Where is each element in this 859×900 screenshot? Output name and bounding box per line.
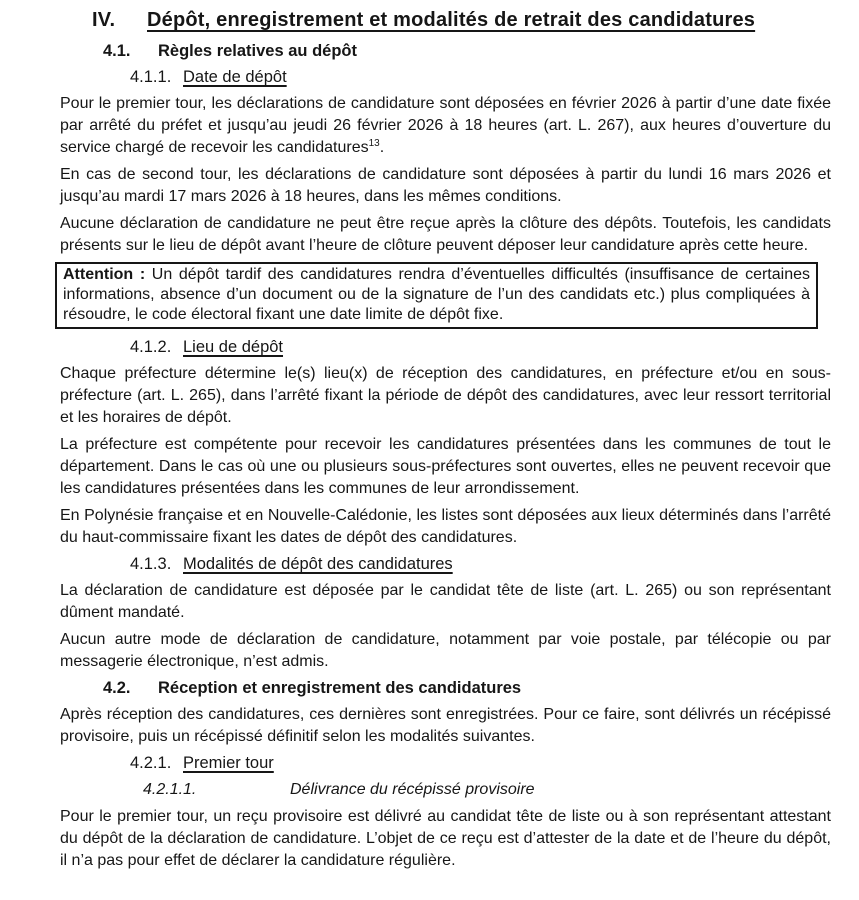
paragraph-aucun-autre-mode: Aucun autre mode de déclaration de candidature, notamment par voie postale, par télécopie ou par messagerie électronique, n’est admis. [60, 631, 831, 670]
section-heading-4-1-1 [130, 67, 831, 88]
attention-label: Attention : [63, 266, 146, 283]
section-heading-4-2 [103, 678, 831, 699]
heading-number: 4.2. [103, 679, 131, 697]
section-heading-4-2-1-1 [143, 779, 831, 800]
paragraph-recu-provisoire: Pour le premier tour, un reçu provisoire est délivré au candidat tête de liste ou à son représentant attestant du dépôt de la déclaration de candidature. L’objet de ce reçu est d’attester de la date et de l’heure du dépôt, il n’a pas pour effet de déclarer la candidature régulière. [60, 808, 831, 869]
heading-number: 4.1. [103, 42, 131, 60]
paragraph-lieu-reception: Chaque préfecture détermine le(s) lieu(x) de réception des candidatures, en préfecture et/ou en sous-préfecture (art. L. 265), dans l’arrêté fixant la période de dépôt des candidatures, avec leur ressort territorial et les horaires de dépôt. [60, 365, 831, 426]
heading-text: Dépôt, enregistrement et modalités de retrait des candidatures [147, 9, 756, 31]
heading-text: Modalités de dépôt des candidatures [183, 555, 453, 573]
section-heading-iv [92, 6, 831, 34]
heading-number: 4.1.2. [130, 338, 172, 356]
heading-text: Réception et enregistrement des candidatures [158, 679, 522, 697]
paragraph-depot-tete-de-liste: La déclaration de candidature est déposée par le candidat tête de liste (art. L. 265) ou son représentant dûment mandaté. [60, 582, 831, 621]
paragraph-cloture-depots: Aucune déclaration de candidature ne peut être reçue après la clôture des dépôts. Toutefois, les candidats présents sur le lieu de dépôt avant l’heure de clôture peuvent déposer leur candidature après cette heure. [60, 215, 831, 254]
paragraph-second-tour-dates: En cas de second tour, les déclarations de candidature sont déposées à partir du lundi 16 mars 2026 et jusqu’au mardi 17 mars 2026 à 18 heures, dans les mêmes conditions. [60, 166, 831, 205]
heading-text: Date de dépôt [183, 68, 287, 86]
heading-text: Délivrance du récépissé provisoire [290, 781, 535, 798]
attention-text: Un dépôt tardif des candidatures rendra d’éventuelles difficultés (insuffisance de certaines informations, absence d’un document ou de la signature de l’un des candidats etc.) plus compliquées à résoudre, le code électoral fixant une date limite de dépôt fixe. [63, 266, 810, 323]
heading-number: 4.2.1.1. [143, 781, 197, 798]
section-heading-4-2-1 [130, 753, 831, 774]
heading-number: IV. [92, 9, 116, 31]
paragraph-prefecture-competente: La préfecture est compétente pour recevoir les candidatures présentées dans les communes de tout le département. Dans le cas où une ou plusieurs sous-préfectures sont ouvertes, elles ne peuvent recevoir que les candidatures présentées dans les communes de leur arrondissement. [60, 436, 831, 497]
heading-text: Lieu de dépôt [183, 338, 284, 356]
footnote-ref-13: 13 [368, 138, 380, 149]
section-heading-4-1-2 [130, 337, 831, 358]
attention-box [55, 262, 818, 329]
heading-number: 4.2.1. [130, 754, 172, 772]
paragraph-premier-tour-dates [60, 93, 831, 159]
paragraph-text: . [379, 139, 385, 156]
paragraph-text: Pour le premier tour, les déclarations de candidature sont déposées en février 2026 à partir d’une date fixée par arrêté du préfet et jusqu’au jeudi 26 février 2026 à 18 heures (art. L. 267), aux heures d’ouverture du service chargé de recevoir les candidatures [60, 95, 831, 156]
paragraph-recepisse-modalites: Après réception des candidatures, ces dernières sont enregistrées. Pour ce faire, sont délivrés un récépissé provisoire, puis un récépissé définitif selon les modalités suivantes. [60, 706, 831, 745]
heading-text: Règles relatives au dépôt [158, 42, 357, 60]
heading-number: 4.1.3. [130, 555, 172, 573]
heading-text: Premier tour [183, 754, 274, 772]
paragraph-polynesie-caledonie: En Polynésie française et en Nouvelle-Calédonie, les listes sont déposées aux lieux déterminés dans l’arrêté du haut-commissaire fixant les dates de dépôt des candidatures. [60, 507, 831, 546]
heading-number: 4.1.1. [130, 68, 172, 86]
section-heading-4-1-3 [130, 554, 831, 575]
section-heading-4-1 [103, 41, 831, 62]
